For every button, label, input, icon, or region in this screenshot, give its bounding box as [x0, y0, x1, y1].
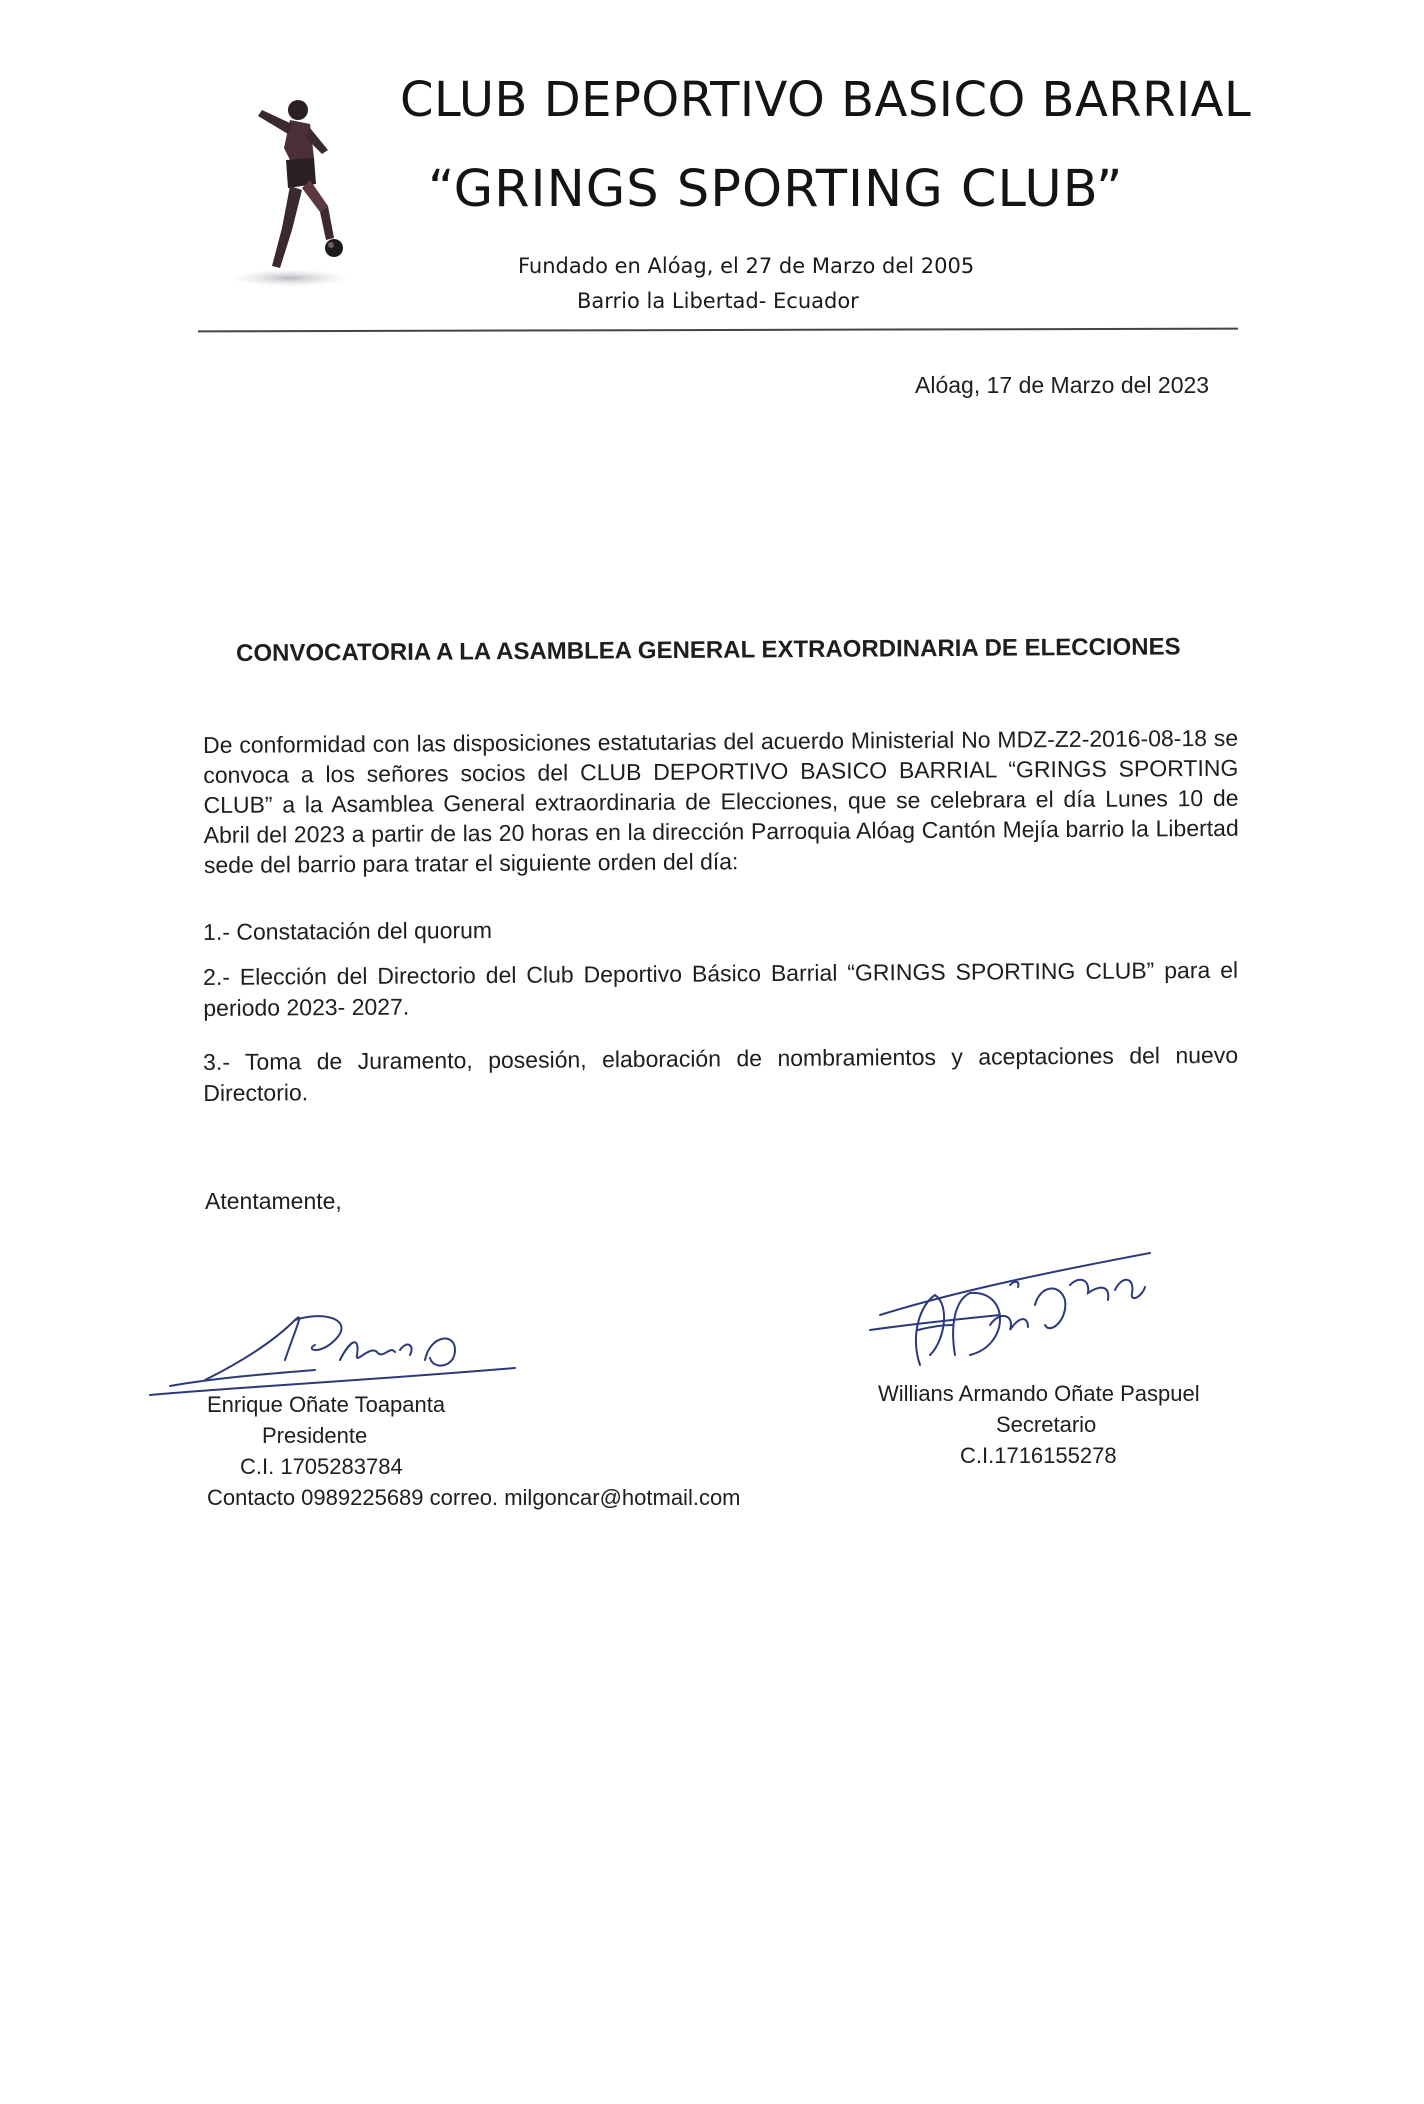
club-logo-footballer — [210, 88, 360, 288]
agenda-item-3: 3.- Toma de Juramento, posesión, elaboración de nombramientos y aceptaciones del nuevo Directorio. — [203, 1041, 1239, 1106]
footballer-silhouette-icon — [210, 88, 360, 288]
president-signature-icon — [145, 1300, 525, 1400]
secretary-role: Secretario — [996, 1412, 1097, 1437]
header-divider — [198, 328, 1238, 333]
president-signature — [145, 1300, 525, 1400]
letter-date: Alóag, 17 de Marzo del 2023 — [915, 372, 1210, 398]
letter-title: CONVOCATORIA A LA ASAMBLEA GENERAL EXTRAORDINARIA DE ELECCIONES — [236, 633, 1181, 667]
letter-closing: Atentamente, — [205, 1188, 342, 1214]
president-contact: Contacto 0989225689 correo. milgoncar@hotmail.com — [207, 1485, 741, 1510]
secretary-signature-icon — [860, 1245, 1160, 1380]
president-name: Enrique Oñate Toapanta — [207, 1392, 446, 1417]
agenda-item-1: 1.- Constatación del quorum — [203, 916, 493, 945]
president-id: C.I. 1705283784 — [240, 1454, 403, 1479]
agenda-item-2: 2.- Elección del Directorio del Club Deportivo Básico Barrial “GRINGS SPORTING CLUB” para el periodo 2023- 2027. — [203, 956, 1239, 1021]
club-name-heading: CLUB DEPORTIVO BASICO BARRIAL — [400, 72, 1252, 128]
founded-line: Fundado en Alóag, el 27 de Marzo del 2005 — [518, 254, 975, 278]
address-line: Barrio la Libertad- Ecuador — [577, 289, 859, 313]
letter-intro-paragraph: De conformidad con las disposiciones estatutarias del acuerdo Ministerial No MDZ-Z2-2016-08-18 se convoca a los señores socios del CLUB DEPORTIVO BASICO BARRIAL “GRINGS SPORTING CLUB” a la Asamblea General extraordinaria de Elecciones, que se celebrara el día Lunes 10 de Abril del 2023 a partir de las 20 horas en la dirección Parroquia Alóag Cantón Mejía barrio la Libertad sede del barrio para tratar el siguiente orden del día: — [203, 724, 1239, 878]
president-role: Presidente — [262, 1423, 368, 1448]
secretary-signature — [860, 1245, 1160, 1380]
club-alias-heading: “GRINGS SPORTING CLUB” — [428, 160, 1124, 219]
secretary-id: C.I.1716155278 — [960, 1443, 1117, 1468]
secretary-name: Willians Armando Oñate Paspuel — [878, 1381, 1200, 1406]
